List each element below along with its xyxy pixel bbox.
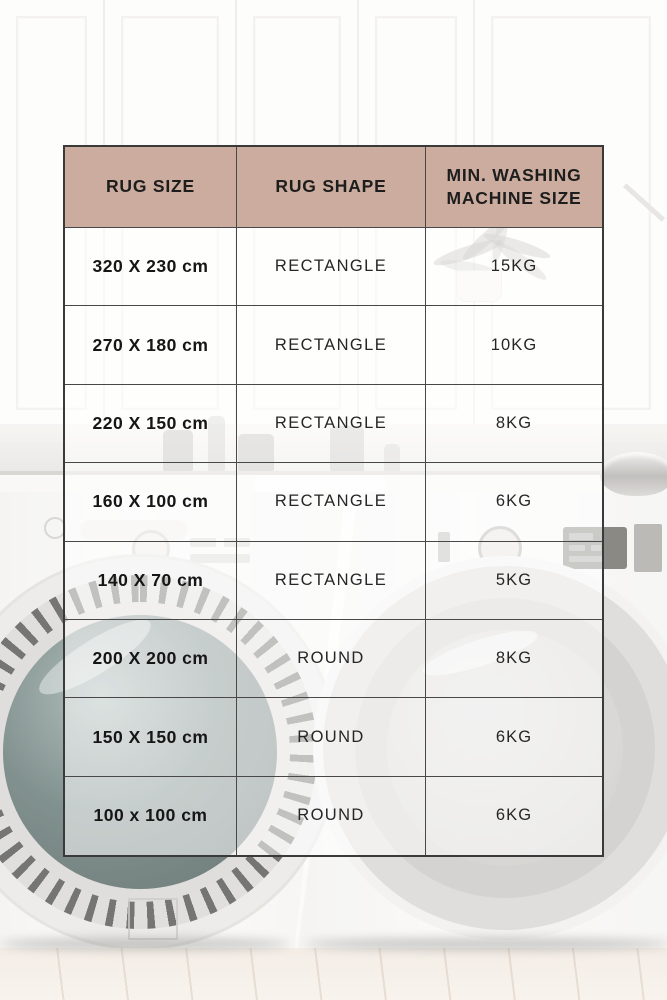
row-size: 150 X 150 cm	[65, 698, 237, 776]
row-shape: ROUND	[237, 698, 426, 776]
header-rug-shape: RUG SHAPE	[237, 147, 426, 228]
row-machine: 10KG	[426, 306, 602, 384]
row-size: 100 x 100 cm	[65, 777, 237, 855]
row-machine: 6KG	[426, 463, 602, 541]
row-shape: RECTANGLE	[237, 385, 426, 463]
row-machine: 6KG	[426, 698, 602, 776]
row-shape: RECTANGLE	[237, 542, 426, 620]
row-machine: 5KG	[426, 542, 602, 620]
row-machine: 6KG	[426, 777, 602, 855]
row-size: 320 X 230 cm	[65, 228, 237, 306]
row-machine: 8KG	[426, 620, 602, 698]
row-shape: ROUND	[237, 777, 426, 855]
row-size: 160 X 100 cm	[65, 463, 237, 541]
row-machine: 8KG	[426, 385, 602, 463]
row-size: 200 X 200 cm	[65, 620, 237, 698]
row-size: 270 X 180 cm	[65, 306, 237, 384]
row-shape: RECTANGLE	[237, 228, 426, 306]
row-shape: RECTANGLE	[237, 306, 426, 384]
row-shape: ROUND	[237, 620, 426, 698]
header-rug-size: RUG SIZE	[65, 147, 237, 228]
rug-size-table	[63, 145, 604, 857]
row-machine: 15KG	[426, 228, 602, 306]
header-machine-size: MIN. WASHING MACHINE SIZE	[426, 147, 602, 228]
row-shape: RECTANGLE	[237, 463, 426, 541]
row-size: 220 X 150 cm	[65, 385, 237, 463]
row-size: 140 X 70 cm	[65, 542, 237, 620]
